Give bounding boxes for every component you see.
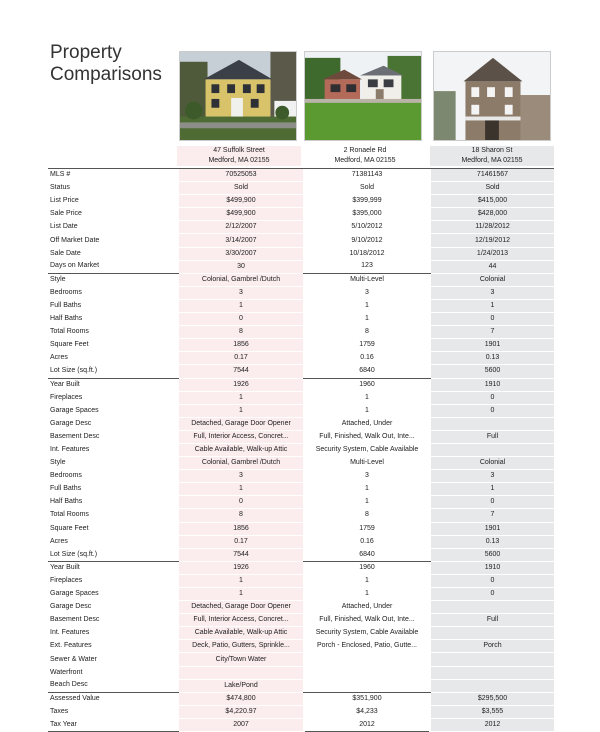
property-3-value: Colonial [431,457,554,470]
property-1-value: $4,220.97 [179,705,303,718]
row-label: Year Built [48,561,179,574]
property-2-value: 0.16 [360,537,374,545]
property-3-value: 1910 [431,561,554,574]
table-row [48,391,554,404]
property-3-value: 1910 [431,378,554,391]
row-label: Days on Market [50,262,100,270]
page-title-line1: Property [50,42,122,63]
property-3-value: 12/19/2012 [431,234,554,247]
table-row [48,208,554,221]
property-3-value: $295,500 [431,692,554,705]
table-row [48,221,554,234]
property-3-value: 1901 [431,339,554,352]
row-label: Int. Features [50,446,90,454]
row-label: Fireplaces [50,576,83,584]
property-1-value: Sold [179,182,303,195]
property-3-value [431,417,554,430]
table-row [48,299,554,312]
property-2-value [305,679,429,692]
property-3-value: 0.13 [431,352,554,365]
property-1-value: 1 [179,588,303,601]
property-1-value: 3 [179,286,303,299]
property-1-value: Detached, Garage Door Opener [179,601,303,614]
table-row [48,574,554,587]
property-2-value: 1759 [359,341,375,349]
property-1-value: Colonial, Gambrel /Dutch [179,457,303,470]
property-3-value: 1/24/2013 [431,247,554,260]
property-2-value: Multi-Level [350,459,384,467]
property-photo-3 [433,51,551,141]
property-1-value [179,666,303,679]
property-3-value: Colonial [431,273,554,286]
property-1-value: 2007 [179,718,303,731]
comparison-table-body [48,169,554,732]
property-3-value: 1 [431,483,554,496]
property-street: 2 Ronaele Rd [343,147,387,154]
table-row [48,273,554,286]
property-2-value: 1 [365,576,369,584]
table-row [48,443,554,456]
property-3-value: 71461567 [431,169,554,182]
table-row [48,378,554,391]
table-row [48,195,554,208]
property-2-value: 71381143 [351,171,383,179]
comparison-table [48,169,554,732]
table-row [48,679,554,692]
property-2-value: 1 [365,315,369,323]
table-row [48,326,554,339]
property-1-value: $499,900 [179,195,303,208]
property-1-value: 7544 [179,548,303,561]
table-row [48,430,554,443]
property-2-value: 1 [365,485,369,493]
row-label: Style [50,459,66,467]
property-2-value: 8 [365,328,369,336]
table-row [48,470,554,483]
property-2-value: 1 [365,498,369,506]
row-label: Assessed Value [48,692,179,705]
property-1-value: 0.17 [179,352,303,365]
property-city: Medford, MA 02155 [461,157,523,164]
row-label: Fireplaces [50,393,83,401]
property-3-value: 2012 [431,718,554,731]
table-row [48,705,554,718]
table-row [48,247,554,260]
table-row [48,692,554,705]
table-row [48,496,554,509]
property-1-value: City/Town Water [179,653,303,666]
property-street: 18 Sharon St [471,147,513,154]
property-3-value: 0.13 [431,535,554,548]
property-3-value [431,443,554,456]
property-2-value: $351,900 [305,692,429,705]
property-2-value: $395,000 [352,210,382,218]
property-1-value: 0.17 [179,535,303,548]
property-2-value: 123 [361,262,373,270]
property-1-value: 2/12/2007 [179,221,303,234]
table-row [48,588,554,601]
row-label: Basement Desc [50,616,100,624]
property-1-value: 0 [179,313,303,326]
property-2-value: 0.16 [360,354,374,362]
house-photo-image [305,52,421,140]
property-1-value: 1856 [179,339,303,352]
row-label: Status [50,184,70,192]
row-label: Full Baths [50,301,82,309]
property-2-value: 2012 [305,718,429,731]
property-city: Medford, MA 02155 [208,157,270,164]
property-2-value [305,666,429,679]
table-row [48,561,554,574]
row-label: Bedrooms [50,472,82,480]
table-row [48,352,554,365]
property-3-value [431,679,554,692]
property-2-value [305,653,429,666]
property-1-value: 1926 [179,561,303,574]
table-row [48,234,554,247]
property-3-value: 1 [431,299,554,312]
page-title [50,42,162,86]
property-3-value: 44 [431,260,554,273]
property-1-value: 8 [179,326,303,339]
property-1-value: Lake/Pond [179,679,303,692]
property-3-value: 7 [431,326,554,339]
property-1-value: 1856 [179,522,303,535]
table-row [48,313,554,326]
property-2-value: Attached, Under [341,419,393,427]
row-label: List Date [50,223,78,231]
property-2-value: 6840 [359,367,375,375]
table-row [48,260,554,273]
table-row [48,614,554,627]
row-label: Garage Desc [50,419,92,427]
row-label: Sewer & Water [50,655,97,663]
property-3-value: 0 [431,588,554,601]
property-3-value: 0 [431,404,554,417]
property-2-value: 3 [365,472,369,480]
property-3-value: 5600 [431,548,554,561]
row-label: Garage Spaces [50,406,99,414]
table-row [48,286,554,299]
row-label: Basement Desc [50,432,100,440]
property-3-value: 0 [431,574,554,587]
property-2-value: 8 [365,511,369,519]
table-row [48,535,554,548]
house-photo-image [180,52,296,140]
property-1-value: $499,900 [179,208,303,221]
row-label: Style [48,273,179,286]
table-row [48,417,554,430]
property-2-value: $4,233 [356,707,378,715]
row-label: Sale Date [50,249,81,257]
property-1-value: Full, Interior Access, Concret... [179,430,303,443]
property-2-value: 9/10/2012 [351,236,383,244]
property-address-2 [303,146,427,166]
property-address-3 [430,146,554,166]
property-1-value: 8 [179,509,303,522]
property-3-value [431,653,554,666]
property-1-value: 30 [179,260,303,273]
property-2-value: Security System, Cable Available [315,629,419,637]
property-2-value: Security System, Cable Available [315,446,419,454]
table-row [48,653,554,666]
property-3-value: 3 [431,470,554,483]
row-label: Total Rooms [50,328,89,336]
row-label: Half Baths [50,498,83,506]
row-label: Garage Spaces [50,590,99,598]
property-3-value: Sold [431,182,554,195]
property-1-value: $474,800 [179,692,303,705]
property-2-value: 1 [365,406,369,414]
property-1-value: Detached, Garage Door Opener [179,417,303,430]
row-label: Lot Size (sq.ft.) [50,550,98,558]
property-2-value: Sold [359,184,374,192]
row-label: Lot Size (sq.ft.) [50,367,98,375]
property-3-value: Porch [431,640,554,653]
property-3-value: 3 [431,286,554,299]
row-label: Taxes [50,707,69,715]
table-row [48,182,554,195]
property-address-1 [177,146,301,166]
table-row [48,601,554,614]
property-city: Medford, MA 02155 [334,157,396,164]
property-3-value: 1901 [431,522,554,535]
property-3-value [431,601,554,614]
property-2-value: 3 [365,288,369,296]
property-1-value: 3 [179,470,303,483]
table-row [48,640,554,653]
row-label: Bedrooms [50,288,82,296]
table-row [48,339,554,352]
row-label: Beach Desc [50,681,88,689]
property-2-value: 1 [365,301,369,309]
property-2-value: 1759 [359,524,375,532]
table-row [48,522,554,535]
property-2-value: 6840 [359,550,375,558]
property-photo-1 [179,51,297,141]
property-1-value: Full, Interior Access, Concret... [179,614,303,627]
row-label: Full Baths [50,485,82,493]
property-3-value: 0 [431,313,554,326]
property-3-value: Full [431,430,554,443]
table-row [48,509,554,522]
property-2-value: 1 [365,393,369,401]
property-2-value: Porch - Enclosed, Patio, Gutte... [317,642,417,650]
table-row [48,548,554,561]
property-3-value: 5600 [431,365,554,378]
row-label: Int. Features [50,629,90,637]
property-1-value: Deck, Patio, Gutters, Sprinkle... [179,640,303,653]
property-3-value: 0 [431,391,554,404]
property-2-value: 5/10/2012 [351,223,383,231]
property-3-value [431,627,554,640]
house-photo-image [434,52,550,140]
property-3-value: Full [431,614,554,627]
row-label: List Price [50,197,79,205]
row-label: MLS # [50,171,71,179]
property-3-value: $3,555 [431,705,554,718]
property-1-value: 1 [179,391,303,404]
page-title-line2: Comparisons [50,64,162,85]
property-1-value: 3/30/2007 [179,247,303,260]
property-1-value: 1926 [179,378,303,391]
row-label: Half Baths [50,315,83,323]
table-row [48,169,554,182]
row-label: Acres [50,537,68,545]
property-1-value: Cable Available, Walk-up Attic [179,443,303,456]
property-2-value: $399,999 [352,197,382,205]
property-2-value: Attached, Under [341,603,393,611]
property-1-value: 1 [179,483,303,496]
property-1-value: 70525053 [179,169,303,182]
property-1-value: 7544 [179,365,303,378]
row-label: Tax Year [48,718,179,731]
row-label: Garage Desc [50,603,92,611]
row-label: Ext. Features [50,642,92,650]
table-row [48,457,554,470]
row-label: Total Rooms [50,511,89,519]
property-3-value: $428,000 [431,208,554,221]
row-label: Acres [50,354,68,362]
property-1-value: 1 [179,299,303,312]
property-1-value: 0 [179,496,303,509]
table-row [48,483,554,496]
property-3-value: 0 [431,496,554,509]
property-3-value [431,666,554,679]
property-2-value: Full, Finished, Walk Out, Inte... [319,432,415,440]
table-row [48,404,554,417]
property-2-value: 1960 [305,561,429,574]
row-label: Square Feet [50,524,89,532]
property-photo-2 [304,51,422,141]
row-label: Square Feet [50,341,89,349]
property-1-value: 3/14/2007 [179,234,303,247]
row-label: Year Built [48,378,179,391]
property-2-value: 1960 [305,378,429,391]
property-3-value: 7 [431,509,554,522]
row-label: Waterfront [50,668,83,676]
property-2-value: Full, Finished, Walk Out, Inte... [319,616,415,624]
property-1-value: 1 [179,574,303,587]
property-street: 47 Suffolk Street [213,147,265,154]
property-1-value: 1 [179,404,303,417]
property-3-value: 11/28/2012 [431,221,554,234]
property-3-value: $415,000 [431,195,554,208]
row-label: Sale Price [50,210,82,218]
property-2-value: Multi-Level [305,273,429,286]
property-2-value: 10/18/2012 [349,249,385,257]
property-2-value: 1 [365,590,369,598]
row-label: Off Market Date [50,236,100,244]
property-1-value: Colonial, Gambrel /Dutch [179,273,303,286]
table-row [48,666,554,679]
property-1-value: Cable Available, Walk-up Attic [179,627,303,640]
table-row [48,365,554,378]
table-row [48,627,554,640]
